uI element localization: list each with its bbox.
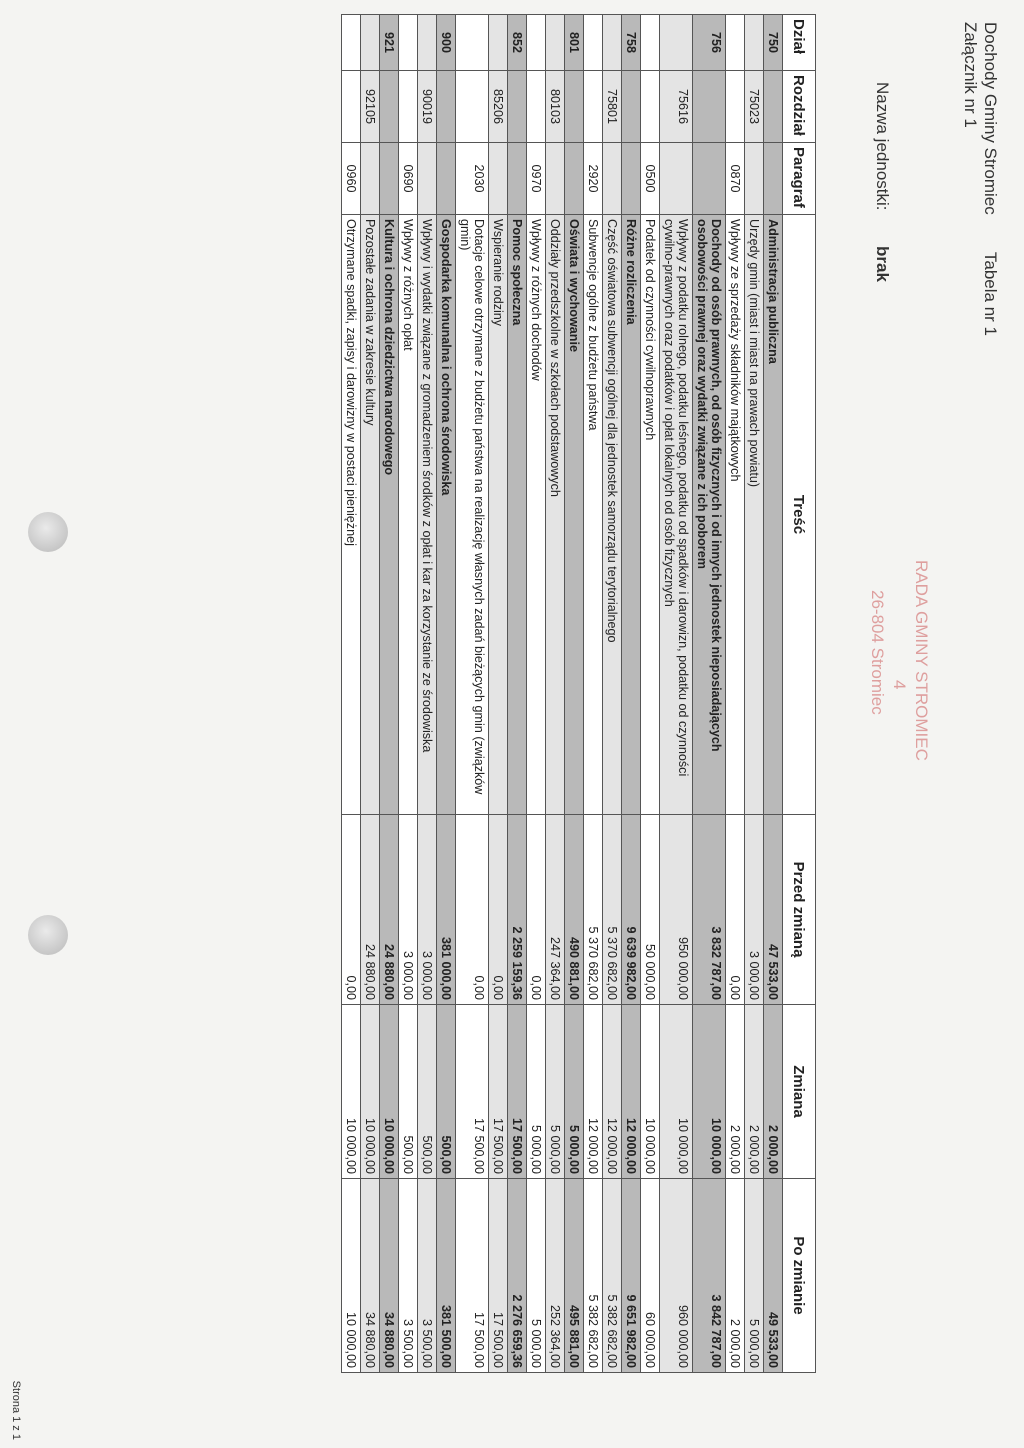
cell-paragraf: 0870 bbox=[726, 143, 745, 215]
cell-rozdzial bbox=[565, 71, 584, 143]
cell-zmiana: 12 000,00 bbox=[603, 1005, 622, 1179]
table-row bbox=[546, 15, 565, 1373]
cell-zmiana: 10 000,00 bbox=[641, 1005, 660, 1179]
cell-rozdzial bbox=[399, 71, 418, 143]
cell-paragraf bbox=[361, 143, 380, 215]
cell-rozdzial bbox=[527, 71, 546, 143]
cell-po-zmianie: 5 382 682,00 bbox=[584, 1179, 603, 1373]
cell-paragraf bbox=[489, 143, 508, 215]
cell-tresc: Oświata i wychowanie bbox=[565, 215, 584, 815]
cell-tresc: Urzędy gmin (miast i miast na prawach powiatu) bbox=[745, 215, 764, 815]
cell-dzial: 852 bbox=[508, 15, 527, 71]
cell-dzial bbox=[546, 15, 565, 71]
cell-tresc: Otrzymane spadki, zapisy i darowizny w postaci pieniężnej bbox=[342, 215, 361, 815]
cell-zmiana: 5 000,00 bbox=[546, 1005, 565, 1179]
table-row bbox=[527, 15, 546, 1373]
table-header-row bbox=[783, 15, 816, 1373]
cell-przed-zmiana: 0,00 bbox=[342, 815, 361, 1005]
cell-po-zmianie: 60 000,00 bbox=[641, 1179, 660, 1373]
cell-przed-zmiana: 24 880,00 bbox=[380, 815, 399, 1005]
cell-rozdzial: 75801 bbox=[603, 71, 622, 143]
cell-zmiana: 17 500,00 bbox=[489, 1005, 508, 1179]
cell-tresc: Różne rozliczenia bbox=[622, 215, 641, 815]
cell-tresc: Subwencje ogólne z budżetu państwa bbox=[584, 215, 603, 815]
stamp-line-1: RADA GMINY STROMIEC bbox=[912, 560, 931, 761]
cell-tresc: Wpływy z podatku rolnego, podatku leśnego, podatku od spadków i darowizn, podatku od czynności cywilno-prawnych oraz podatków i opłat lokalnych od osób fizycznych bbox=[660, 215, 693, 815]
cell-dzial bbox=[641, 15, 660, 71]
cell-paragraf bbox=[508, 143, 527, 215]
cell-dzial: 758 bbox=[622, 15, 641, 71]
cell-tresc: Oddziały przedszkolne w szkołach podstawowych bbox=[546, 215, 565, 815]
cell-rozdzial bbox=[641, 71, 660, 143]
cell-rozdzial bbox=[456, 71, 489, 143]
table-row bbox=[508, 15, 527, 1373]
cell-zmiana: 10 000,00 bbox=[342, 1005, 361, 1179]
cell-po-zmianie: 3 500,00 bbox=[399, 1179, 418, 1373]
document-header bbox=[960, 22, 1000, 336]
table-row bbox=[660, 15, 693, 1373]
table-row bbox=[437, 15, 456, 1373]
attachment-label: Załącznik nr 1 bbox=[961, 22, 980, 128]
cell-tresc: Dochody od osób prawnych, od osób fizycznych i od innych jednostek nieposiadających osobowości prawnej oraz wydatki związane z ich poborem bbox=[693, 215, 726, 815]
income-table bbox=[341, 14, 816, 1373]
col-dzial: Dział bbox=[783, 15, 816, 71]
cell-zmiana: 5 000,00 bbox=[565, 1005, 584, 1179]
cell-dzial bbox=[342, 15, 361, 71]
table-row bbox=[342, 15, 361, 1373]
cell-dzial bbox=[603, 15, 622, 71]
cell-dzial bbox=[660, 15, 693, 71]
cell-zmiana: 10 000,00 bbox=[380, 1005, 399, 1179]
cell-paragraf: 2030 bbox=[456, 143, 489, 215]
cell-tresc: Wpływy z różnych opłat bbox=[399, 215, 418, 815]
cell-zmiana: 17 500,00 bbox=[508, 1005, 527, 1179]
cell-paragraf bbox=[565, 143, 584, 215]
cell-po-zmianie: 381 500,00 bbox=[437, 1179, 456, 1373]
unit-value: brak bbox=[873, 245, 892, 282]
cell-po-zmianie: 5 000,00 bbox=[527, 1179, 546, 1373]
unit-name-line bbox=[872, 82, 892, 282]
cell-po-zmianie: 2 000,00 bbox=[726, 1179, 745, 1373]
table-row bbox=[399, 15, 418, 1373]
cell-zmiana: 2 000,00 bbox=[726, 1005, 745, 1179]
cell-zmiana: 5 000,00 bbox=[527, 1005, 546, 1179]
cell-paragraf: 0690 bbox=[399, 143, 418, 215]
cell-przed-zmiana: 490 881,00 bbox=[565, 815, 584, 1005]
cell-po-zmianie: 960 000,00 bbox=[660, 1179, 693, 1373]
cell-rozdzial: 80103 bbox=[546, 71, 565, 143]
cell-dzial: 900 bbox=[437, 15, 456, 71]
cell-dzial bbox=[726, 15, 745, 71]
cell-tresc: Część oświatowa subwencji ogólnej dla jednostek samorządu terytorialnego bbox=[603, 215, 622, 815]
cell-przed-zmiana: 0,00 bbox=[527, 815, 546, 1005]
cell-tresc: Gospodarka komunalna i ochrona środowiska bbox=[437, 215, 456, 815]
table-body bbox=[342, 15, 783, 1373]
table-row bbox=[456, 15, 489, 1373]
cell-przed-zmiana: 247 364,00 bbox=[546, 815, 565, 1005]
cell-przed-zmiana: 5 370 682,00 bbox=[584, 815, 603, 1005]
cell-dzial: 801 bbox=[565, 15, 584, 71]
cell-przed-zmiana: 3 832 787,00 bbox=[693, 815, 726, 1005]
cell-przed-zmiana: 3 000,00 bbox=[418, 815, 437, 1005]
cell-przed-zmiana: 2 259 159,36 bbox=[508, 815, 527, 1005]
cell-zmiana: 10 000,00 bbox=[660, 1005, 693, 1179]
cell-po-zmianie: 34 880,00 bbox=[361, 1179, 380, 1373]
col-zmiana: Zmiana bbox=[783, 1005, 816, 1179]
cell-zmiana: 500,00 bbox=[399, 1005, 418, 1179]
cell-dzial bbox=[361, 15, 380, 71]
table-row bbox=[693, 15, 726, 1373]
table-row bbox=[584, 15, 603, 1373]
cell-zmiana: 10 000,00 bbox=[693, 1005, 726, 1179]
cell-po-zmianie: 17 500,00 bbox=[489, 1179, 508, 1373]
cell-tresc: Wpływy ze sprzedaży składników majątkowych bbox=[726, 215, 745, 815]
cell-przed-zmiana: 24 880,00 bbox=[361, 815, 380, 1005]
cell-przed-zmiana: 9 639 982,00 bbox=[622, 815, 641, 1005]
cell-dzial bbox=[418, 15, 437, 71]
table-label: Tabela nr 1 bbox=[981, 251, 1000, 337]
cell-po-zmianie: 9 651 982,00 bbox=[622, 1179, 641, 1373]
col-po-zmianie: Po zmianie bbox=[783, 1179, 816, 1373]
cell-po-zmianie: 495 881,00 bbox=[565, 1179, 584, 1373]
cell-rozdzial bbox=[693, 71, 726, 143]
cell-tresc: Pozostałe zadania w zakresie kultury bbox=[361, 215, 380, 815]
col-rozdzial: Rozdział bbox=[783, 71, 816, 143]
unit-label: Nazwa jednostki: bbox=[873, 82, 892, 211]
cell-rozdzial bbox=[380, 71, 399, 143]
cell-tresc: Kultura i ochrona dziedzictwa narodowego bbox=[380, 215, 399, 815]
cell-rozdzial bbox=[437, 71, 456, 143]
cell-tresc: Wpływy z różnych dochodów bbox=[527, 215, 546, 815]
cell-przed-zmiana: 5 370 682,00 bbox=[603, 815, 622, 1005]
cell-tresc: Podatek od czynności cywilnoprawnych bbox=[641, 215, 660, 815]
table-row bbox=[489, 15, 508, 1373]
cell-rozdzial bbox=[508, 71, 527, 143]
cell-po-zmianie: 10 000,00 bbox=[342, 1179, 361, 1373]
cell-dzial bbox=[399, 15, 418, 71]
cell-paragraf bbox=[418, 143, 437, 215]
cell-przed-zmiana: 47 533,00 bbox=[764, 815, 783, 1005]
cell-dzial: 750 bbox=[764, 15, 783, 71]
table-row bbox=[726, 15, 745, 1373]
cell-po-zmianie: 17 500,00 bbox=[456, 1179, 489, 1373]
table-row bbox=[418, 15, 437, 1373]
cell-po-zmianie: 2 276 659,36 bbox=[508, 1179, 527, 1373]
cell-po-zmianie: 3 842 787,00 bbox=[693, 1179, 726, 1373]
cell-przed-zmiana: 950 000,00 bbox=[660, 815, 693, 1005]
cell-zmiana: 2 000,00 bbox=[745, 1005, 764, 1179]
cell-dzial bbox=[456, 15, 489, 71]
cell-dzial: 756 bbox=[693, 15, 726, 71]
cell-po-zmianie: 252 364,00 bbox=[546, 1179, 565, 1373]
cell-paragraf: 0970 bbox=[527, 143, 546, 215]
cell-paragraf bbox=[546, 143, 565, 215]
cell-dzial bbox=[584, 15, 603, 71]
cell-zmiana: 10 000,00 bbox=[361, 1005, 380, 1179]
cell-paragraf bbox=[603, 143, 622, 215]
cell-rozdzial bbox=[584, 71, 603, 143]
cell-przed-zmiana: 3 000,00 bbox=[399, 815, 418, 1005]
cell-zmiana: 500,00 bbox=[437, 1005, 456, 1179]
cell-przed-zmiana: 0,00 bbox=[726, 815, 745, 1005]
cell-tresc: Pomoc społeczna bbox=[508, 215, 527, 815]
cell-przed-zmiana: 0,00 bbox=[456, 815, 489, 1005]
cell-rozdzial bbox=[622, 71, 641, 143]
cell-rozdzial: 90019 bbox=[418, 71, 437, 143]
cell-tresc: Wspieranie rodziny bbox=[489, 215, 508, 815]
page-number: Strona 1 z 1 bbox=[10, 1380, 22, 1440]
cell-paragraf: 0960 bbox=[342, 143, 361, 215]
cell-zmiana: 500,00 bbox=[418, 1005, 437, 1179]
cell-rozdzial bbox=[342, 71, 361, 143]
cell-zmiana: 12 000,00 bbox=[622, 1005, 641, 1179]
cell-paragraf bbox=[622, 143, 641, 215]
stamp-line-2: 4 bbox=[890, 680, 909, 690]
cell-paragraf bbox=[437, 143, 456, 215]
col-przed-zmiana: Przed zmianą bbox=[783, 815, 816, 1005]
cell-tresc: Dotacje celowe otrzymane z budżetu państwa na realizację własnych zadań bieżących gmin (związków gmin) bbox=[456, 215, 489, 815]
table-row bbox=[361, 15, 380, 1373]
cell-przed-zmiana: 381 000,00 bbox=[437, 815, 456, 1005]
cell-dzial bbox=[527, 15, 546, 71]
cell-tresc: Administracja publiczna bbox=[764, 215, 783, 815]
cell-paragraf bbox=[693, 143, 726, 215]
cell-przed-zmiana: 0,00 bbox=[489, 815, 508, 1005]
table-row bbox=[764, 15, 783, 1373]
stamp-line-3: 26-804 Stromiec bbox=[868, 590, 887, 715]
cell-rozdzial: 85206 bbox=[489, 71, 508, 143]
document-title: Dochody Gminy Stromiec bbox=[981, 22, 1000, 215]
table-row bbox=[380, 15, 399, 1373]
col-paragraf: Paragraf bbox=[783, 143, 816, 215]
table-row bbox=[641, 15, 660, 1373]
cell-zmiana: 12 000,00 bbox=[584, 1005, 603, 1179]
cell-tresc: Wpływy i wydatki związane z gromadzeniem środków z opłat i kar za korzystanie ze środowiska bbox=[418, 215, 437, 815]
cell-po-zmianie: 3 500,00 bbox=[418, 1179, 437, 1373]
cell-rozdzial bbox=[764, 71, 783, 143]
cell-przed-zmiana: 3 000,00 bbox=[745, 815, 764, 1005]
cell-po-zmianie: 5 382 682,00 bbox=[603, 1179, 622, 1373]
table-row bbox=[565, 15, 584, 1373]
cell-rozdzial bbox=[726, 71, 745, 143]
cell-rozdzial: 92105 bbox=[361, 71, 380, 143]
cell-paragraf: 0500 bbox=[641, 143, 660, 215]
cell-po-zmianie: 49 533,00 bbox=[764, 1179, 783, 1373]
cell-dzial bbox=[489, 15, 508, 71]
cell-paragraf bbox=[380, 143, 399, 215]
cell-dzial bbox=[745, 15, 764, 71]
cell-rozdzial: 75616 bbox=[660, 71, 693, 143]
cell-przed-zmiana: 50 000,00 bbox=[641, 815, 660, 1005]
council-stamp bbox=[866, 560, 932, 761]
table-row bbox=[745, 15, 764, 1373]
cell-po-zmianie: 34 880,00 bbox=[380, 1179, 399, 1373]
table-row bbox=[622, 15, 641, 1373]
cell-zmiana: 17 500,00 bbox=[456, 1005, 489, 1179]
cell-dzial: 921 bbox=[380, 15, 399, 71]
cell-rozdzial: 75023 bbox=[745, 71, 764, 143]
cell-zmiana: 2 000,00 bbox=[764, 1005, 783, 1179]
col-tresc: Treść bbox=[783, 215, 816, 815]
cell-paragraf: 2920 bbox=[584, 143, 603, 215]
cell-paragraf bbox=[764, 143, 783, 215]
cell-po-zmianie: 5 000,00 bbox=[745, 1179, 764, 1373]
cell-paragraf bbox=[660, 143, 693, 215]
cell-paragraf bbox=[745, 143, 764, 215]
table-row bbox=[603, 15, 622, 1373]
